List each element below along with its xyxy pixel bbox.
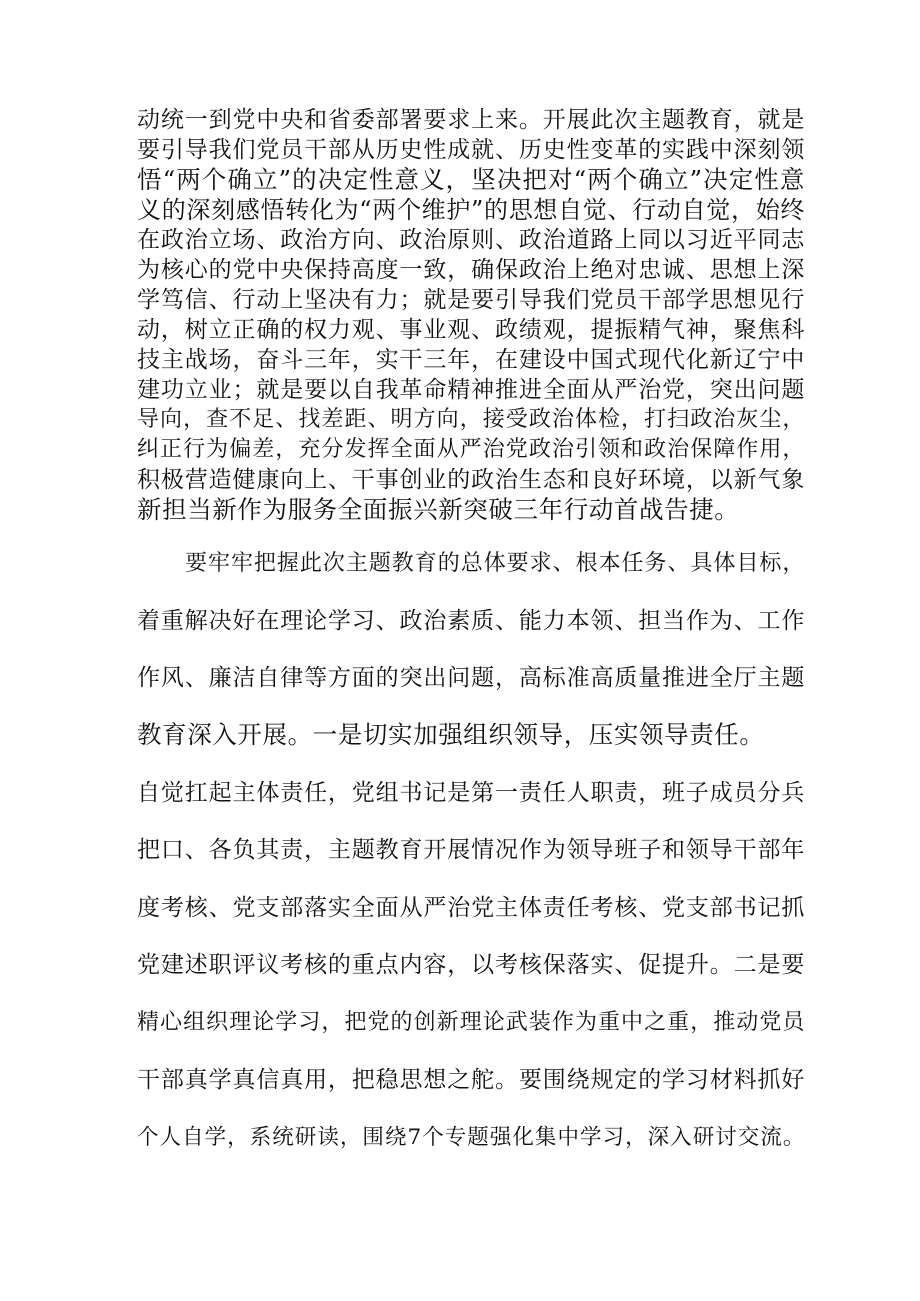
paragraph-line: 义的深刻感悟转化为“两个维护”的思想自觉、行动自觉，始终 bbox=[137, 196, 805, 224]
paragraph-line: 干部真学真信真用，把稳思想之舵。要围绕规定的学习材料抓好 bbox=[137, 1067, 805, 1093]
paragraph-line: 技主战场，奋斗三年，实干三年，在建设中国式现代化新辽宁中 bbox=[137, 347, 805, 373]
paragraph-line: 纠正行为偏差，充分发挥全面从严治党政治引领和政治保障作用， bbox=[137, 437, 805, 462]
paragraph-line: 教育深入开展。一是切实加强组织领导，压实领导责任。 bbox=[137, 720, 765, 749]
paragraph-line: 动，树立正确的权力观、事业观、政绩观，提振精气神，聚焦科 bbox=[137, 317, 805, 343]
paragraph-line: 把口、各负其责，主题教育开展情况作为领导班子和领导干部年 bbox=[137, 837, 805, 863]
paragraph-line: 导向，查不足、找差距、明方向，接受政治体检，打扫政治灰尘， bbox=[137, 407, 805, 432]
paragraph-line: 精心组织理论学习，把党的创新理论武装作为重中之重，推动党员 bbox=[137, 1010, 805, 1035]
paragraph-line: 度考核、党支部落实全面从严治党主体责任考核、党支部书记抓 bbox=[137, 895, 805, 921]
paragraph-line: 要引导我们党员干部从历史性成就、历史性变革的实践中深刻领 bbox=[137, 137, 805, 163]
paragraph-line: 新担当新作为服务全面振兴新突破三年行动首战告捷。 bbox=[137, 495, 740, 524]
paragraph-line: 在政治立场、政治方向、政治原则、政治道路上同以习近平同志 bbox=[137, 227, 805, 253]
paragraph-line: 学笃信、行动上坚决有力；就是要引导我们党员干部学思想见行 bbox=[137, 287, 805, 313]
paragraph-line: 建功立业；就是要以自我革命精神推进全面从严治党，突出问题 bbox=[137, 377, 805, 403]
paragraph-line: 个人自学，系统研读，围绕7个专题强化集中学习，深入研讨交流。 bbox=[137, 1125, 805, 1150]
paragraph-line: 作风、廉洁自律等方面的突出问题，高标准高质量推进全厅主题 bbox=[137, 665, 805, 691]
paragraph-line: 积极营造健康向上、干事创业的政治生态和良好环境，以新气象 bbox=[137, 467, 805, 493]
paragraph-line: 自觉扛起主体责任，党组书记是第一责任人职责，班子成员分兵 bbox=[137, 780, 805, 806]
paragraph-line: 着重解决好在理论学习、政治素质、能力本领、担当作为、工作 bbox=[137, 608, 805, 634]
paragraph-line: 为核心的党中央保持高度一致，确保政治上绝对忠诚、思想上深 bbox=[137, 257, 805, 283]
paragraph-line: 动统一到党中央和省委部署要求上来。开展此次主题教育，就是 bbox=[137, 107, 805, 133]
paragraph-line: 党建述职评议考核的重点内容，以考核保落实、促提升。二是要 bbox=[137, 952, 805, 978]
paragraph-line: 悟“两个确立”的决定性意义，坚决把对“两个确立”决定性意 bbox=[137, 165, 805, 194]
paragraph-line: 要牢牢把握此次主题教育的总体要求、根本任务、具体目标， bbox=[185, 551, 805, 576]
